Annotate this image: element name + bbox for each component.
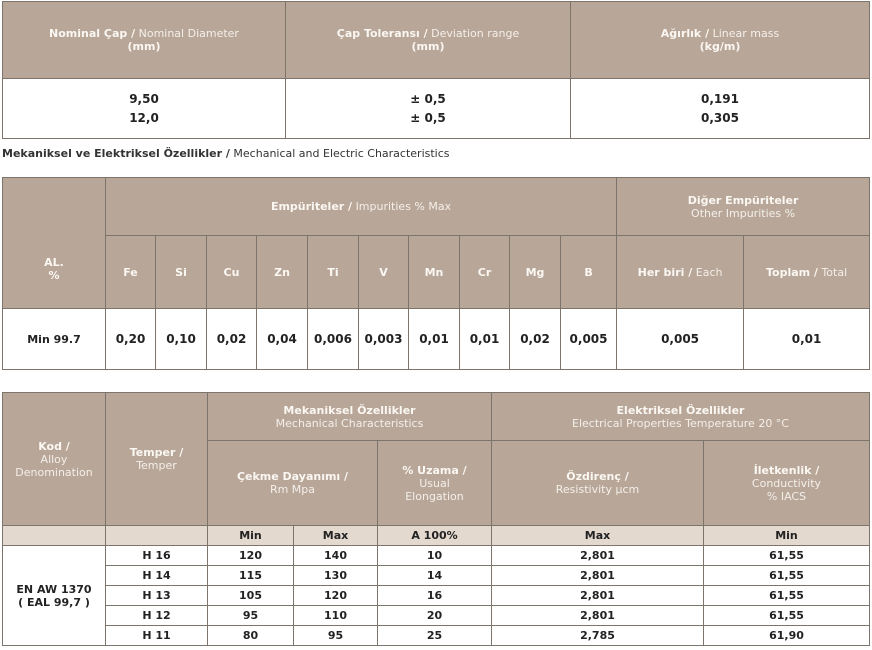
cell-impurity-value: 0,02: [510, 309, 561, 370]
cell-elongation: 16: [378, 586, 492, 606]
header-al: AL. %: [3, 178, 106, 309]
cell-tensile-max: 95: [294, 626, 378, 646]
header-temper: Temper / Temper: [106, 393, 208, 526]
header-linear-mass: Ağırlık / Linear mass (kg/m): [571, 2, 870, 79]
cell-impurity-value: 0,02: [207, 309, 257, 370]
header-impurities: Empüriteler / Impurities % Max: [106, 178, 617, 236]
cell-deviation-range: ± 0,5 ± 0,5: [286, 79, 571, 139]
cell-tensile-max: 120: [294, 586, 378, 606]
cell-tensile-min: 95: [208, 606, 294, 626]
cell-temper: H 12: [106, 606, 208, 626]
cell-each-value: 0,005: [617, 309, 744, 370]
cell-impurity-value: 0,20: [106, 309, 156, 370]
impurities-table: [2, 177, 870, 370]
cell-temper: H 16: [106, 546, 208, 566]
cell-impurity-value: 0,006: [308, 309, 359, 370]
cell-conductivity: 61,55: [704, 566, 870, 586]
header-each: Her biri / Each: [617, 236, 744, 309]
cell-conductivity: 61,90: [704, 626, 870, 646]
cell-elongation: 20: [378, 606, 492, 626]
header-element: Mn: [409, 236, 460, 309]
header-resistivity: Özdirenç / Resistivity µcm: [492, 441, 704, 526]
cell-temper: H 14: [106, 566, 208, 586]
cell-impurity-value: 0,01: [409, 309, 460, 370]
subheader-max: Max: [294, 526, 378, 546]
cell-resistivity: 2,801: [492, 546, 704, 566]
cell-impurity-value: 0,01: [460, 309, 510, 370]
header-deviation-range: Çap Toleransı / Deviation range (mm): [286, 2, 571, 79]
cell-tensile-min: 80: [208, 626, 294, 646]
header-element: Cr: [460, 236, 510, 309]
header-alloy-code: Kod / Alloy Denomination: [3, 393, 106, 526]
cell-tensile-min: 120: [208, 546, 294, 566]
cell-elongation: 14: [378, 566, 492, 586]
cell-total-value: 0,01: [744, 309, 870, 370]
header-element: V: [359, 236, 409, 309]
subheader-a100: A 100%: [378, 526, 492, 546]
section-title: Mekaniksel ve Elektriksel Özellikler / Mechanical and Electric Characteristics: [2, 147, 450, 160]
header-element: Cu: [207, 236, 257, 309]
cell-tensile-max: 140: [294, 546, 378, 566]
cell-temper: H 11: [106, 626, 208, 646]
subheader-min: Min: [704, 526, 870, 546]
dimensions-table: [2, 1, 870, 139]
cell-alloy: EN AW 1370 ( EAL 99,7 ): [3, 546, 106, 646]
cell-conductivity: 61,55: [704, 546, 870, 566]
header-total: Toplam / Total: [744, 236, 870, 309]
cell-tensile-max: 130: [294, 566, 378, 586]
header-mechanical: Mekaniksel Özellikler Mechanical Characteristics: [208, 393, 492, 441]
subheader-min: Min: [208, 526, 294, 546]
subheader-max: Max: [492, 526, 704, 546]
header-element: Si: [156, 236, 207, 309]
header-element: B: [561, 236, 617, 309]
header-element: Mg: [510, 236, 561, 309]
cell-elongation: 25: [378, 626, 492, 646]
header-electrical: Elektriksel Özellikler Electrical Properties Temperature 20 °C: [492, 393, 870, 441]
cell-resistivity: 2,801: [492, 586, 704, 606]
properties-table: [2, 392, 870, 646]
header-other-impurities: Diğer Empüriteler Other Impurities %: [617, 178, 870, 236]
cell-impurity-value: 0,003: [359, 309, 409, 370]
cell-conductivity: 61,55: [704, 586, 870, 606]
cell-nominal-diameter: 9,50 12,0: [3, 79, 286, 139]
header-elongation: % Uzama / Usual Elongation: [378, 441, 492, 526]
header-element: Ti: [308, 236, 359, 309]
cell-elongation: 10: [378, 546, 492, 566]
header-tensile: Çekme Dayanımı / Rm Mpa: [208, 441, 378, 526]
cell-tensile-min: 105: [208, 586, 294, 606]
cell-resistivity: 2,801: [492, 566, 704, 586]
cell-tensile-max: 110: [294, 606, 378, 626]
cell-resistivity: 2,801: [492, 606, 704, 626]
header-conductivity: İletkenlik / Conductivity % IACS: [704, 441, 870, 526]
cell-linear-mass: 0,191 0,305: [571, 79, 870, 139]
cell-resistivity: 2,785: [492, 626, 704, 646]
cell-temper: H 13: [106, 586, 208, 606]
header-element: Zn: [257, 236, 308, 309]
cell-al-value: Min 99.7: [3, 309, 106, 370]
subheader-empty: [106, 526, 208, 546]
cell-tensile-min: 115: [208, 566, 294, 586]
cell-impurity-value: 0,04: [257, 309, 308, 370]
header-element: Fe: [106, 236, 156, 309]
header-nominal-diameter: Nominal Çap / Nominal Diameter (mm): [3, 2, 286, 79]
cell-impurity-value: 0,10: [156, 309, 207, 370]
cell-conductivity: 61,55: [704, 606, 870, 626]
cell-impurity-value: 0,005: [561, 309, 617, 370]
subheader-empty: [3, 526, 106, 546]
